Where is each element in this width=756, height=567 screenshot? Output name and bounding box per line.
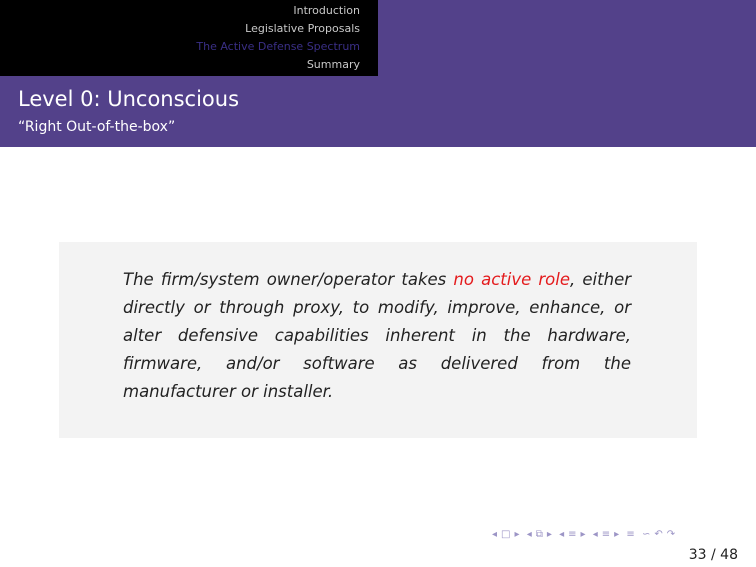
- search-icon[interactable]: ∽: [641, 529, 651, 540]
- nav-left-arrow-icon[interactable]: ◂: [526, 529, 532, 540]
- definition-box: [59, 242, 697, 438]
- frame-icon[interactable]: □: [501, 529, 511, 540]
- subsection-icon[interactable]: ⧉: [535, 529, 543, 540]
- nav-left-arrow-icon[interactable]: ◂: [559, 529, 565, 540]
- beamer-navigation-symbols: [492, 527, 750, 543]
- nav-item-active-defense-spectrum[interactable]: The Active Defense Spectrum: [196, 40, 360, 53]
- toc-icon[interactable]: ≡: [626, 529, 635, 540]
- nav-right-arrow-icon[interactable]: ▸: [614, 529, 620, 540]
- definition-highlight: no active role: [453, 270, 571, 289]
- headline-bar: [0, 0, 756, 76]
- section-navigation: [0, 0, 378, 76]
- back-icon[interactable]: ↶: [654, 529, 663, 540]
- presentation-icon[interactable]: ≡: [601, 529, 611, 540]
- nav-item-introduction[interactable]: Introduction: [293, 4, 360, 17]
- section-icon[interactable]: ≡: [568, 529, 577, 540]
- nav-left-arrow-icon[interactable]: ◂: [592, 529, 598, 540]
- slide-title: Level 0: Unconscious: [18, 87, 240, 111]
- nav-right-arrow-icon[interactable]: ▸: [546, 529, 552, 540]
- slide-subtitle: “Right Out-of-the-box”: [18, 119, 176, 135]
- frame-title-bar: [0, 76, 756, 147]
- definition-text: [123, 266, 631, 406]
- nav-item-summary[interactable]: Summary: [306, 58, 360, 71]
- page-number: 33 / 48: [688, 547, 738, 563]
- nav-right-arrow-icon[interactable]: ▸: [514, 529, 520, 540]
- forward-icon[interactable]: ↷: [666, 529, 676, 540]
- definition-text-after: , either directly or through proxy, to modify, improve, enhance, or alter defensive capabilities inherent in the hardware, firmware, and/or software as delivered from the manufacturer or installer.: [123, 270, 632, 401]
- nav-right-arrow-icon[interactable]: ▸: [580, 529, 586, 540]
- definition-text-before: The firm/system owner/operator takes: [123, 270, 454, 289]
- nav-left-arrow-icon[interactable]: ◂: [492, 529, 498, 540]
- nav-item-legislative-proposals[interactable]: Legislative Proposals: [245, 22, 360, 35]
- headline-right-panel: [378, 0, 756, 76]
